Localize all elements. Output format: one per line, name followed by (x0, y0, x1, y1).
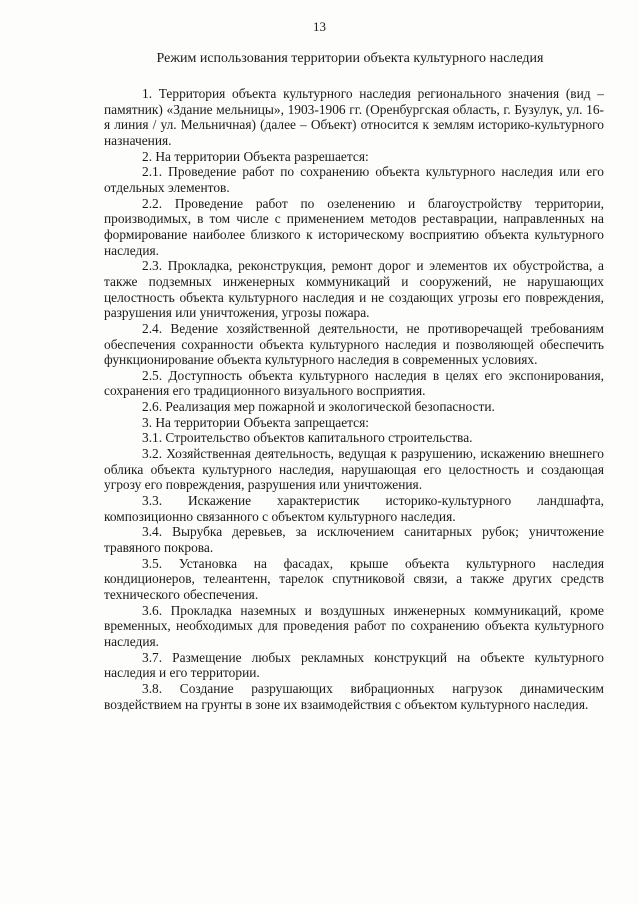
paragraph-3-4: 3.4. Вырубка деревьев, за исключением санитарных рубок; уничтожение травяного покрова. (104, 524, 604, 556)
paragraph-3-5: 3.5. Установка на фасадах, крыше объекта культурного наследия кондиционеров, телеантенн, тарелок спутниковой связи, а также других средств технического обеспечения. (104, 555, 604, 602)
paragraph-3: 3. На территории Объекта запрещается: (142, 414, 369, 430)
paragraph-3-6: 3.6. Прокладка наземных и воздушных инженерных коммуникаций, кроме временных, необходимых для проведения работ по сохранению объекта культурного наследия. (104, 602, 604, 649)
paragraph-3-8: 3.8. Создание разрушающих вибрационных нагрузок динамическим воздействием на грунты в зоне их взаимодействия с объектом культурного наследия. (104, 680, 604, 712)
paragraph-2-5: 2.5. Доступность объекта культурного наследия в целях его экспонирования, сохранения его традиционного визуального восприятия. (104, 367, 604, 399)
paragraph-2-4: 2.4. Ведение хозяйственной деятельности, не противоречащей требованиям обеспечения сохранности объекта культурного наследия и позволяющей обеспечить функционирование объекта культурного наследия в современных условиях. (104, 320, 604, 368)
paragraph-3-3: 3.3. Искажение характеристик историко-культурного ландшафта, композиционно связанного с объектом культурного наследия. (104, 493, 604, 524)
paragraph-2: 2. На территории Объекта разрешается: (142, 148, 369, 164)
document-body (104, 86, 604, 712)
paragraph-3-2: 3.2. Хозяйственная деятельность, ведущая к разрушению, искажению внешнего облика объекта культурного наследия, нарушающая его целостность и создающая угрозу его повреждения, разрушения или уничтожения. (104, 446, 604, 493)
page-number: 13 (313, 19, 326, 34)
paragraph-3-1: 3.1. Строительство объектов капитального строительства. (142, 430, 473, 446)
paragraph-2-1: 2.1. Проведение работ по сохранению объекта культурного наследия или его отдельных элементов. (104, 164, 604, 195)
paragraph-3-7: 3.7. Размещение любых рекламных конструкций на объекте культурного наследия и его территории. (104, 649, 604, 681)
document-title: Режим использования территории объекта культурного наследия (156, 51, 544, 66)
paragraph-2-3: 2.3. Прокладка, реконструкция, ремонт дорог и элементов их обустройства, а также подземных инженерных коммуникаций и сооружений, не нарушающих целостность объекта культурного наследия и не создающих угрозы его повреждения, разрушения или уничтожения, угрозы пожара. (104, 258, 604, 321)
paragraph-1: 1. Территория объекта культурного наследия регионального значения (вид – памятник) «Здание мельницы», 1903-1906 гг. (Оренбургская область, г. Бузулук, ул. 16-я линия / ул. Мельничная) (далее – Объект) относится к землям историко-культурного назначения. (104, 86, 604, 148)
paragraph-2-2: 2.2. Проведение работ по озеленению и благоустройству территории, производимых, в том числе с применением методов реставрации, направленных на формирование наиболее близкого к историческому восприятию объекта культурного наследия. (104, 195, 604, 258)
paragraph-2-6: 2.6. Реализация мер пожарной и экологической безопасности. (142, 399, 495, 415)
